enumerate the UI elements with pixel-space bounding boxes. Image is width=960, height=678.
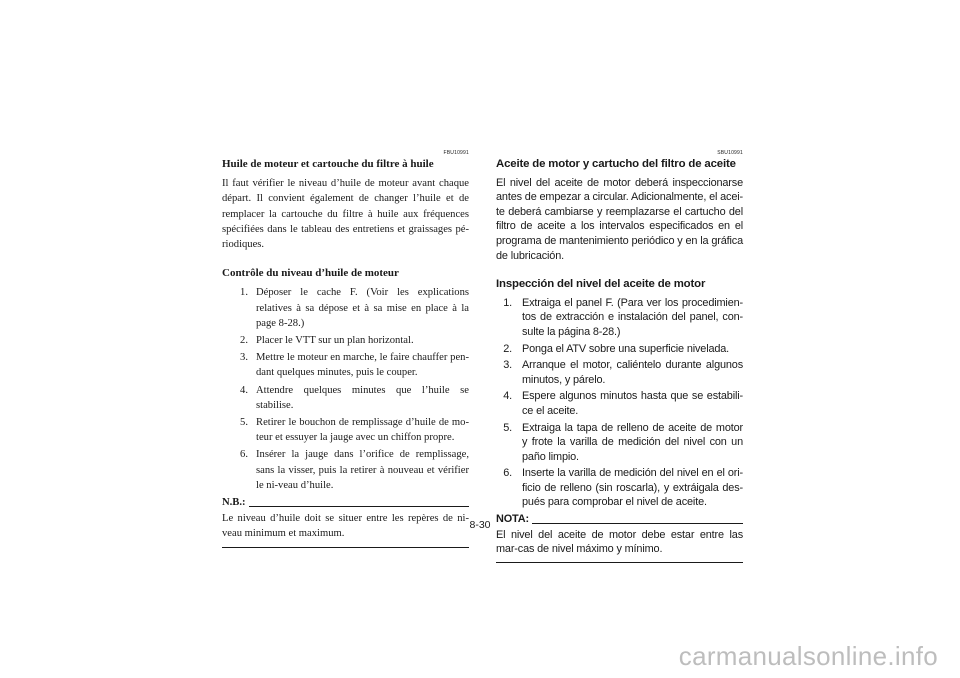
note-end-rule: [222, 547, 469, 548]
note-text: El nivel del aceite de motor debe estar entre las mar-cas de nivel máximo y mínimo.: [496, 528, 743, 556]
note-end-rule: [496, 562, 743, 563]
note-label: N.B.:: [222, 497, 246, 509]
list-item: 5. Retirer le bouchon de remplissage d’huile de mo-teur et essuyer la jauge avec un chiffon propre.: [240, 417, 469, 444]
steps-list: [222, 285, 469, 493]
note-label: NOTA:: [496, 513, 529, 526]
list-item: 3. Arranque el motor, caliéntelo durante algunos minutos, y párelo.: [503, 359, 743, 386]
intro-paragraph: Il faut vérifier le niveau d’huile de moteur avant chaque départ. Il convient également de changer l’huile et de remplacer la cartouche du filtre à huile aux fréquences spécifiées dans le tableau des entretiens et graissages pé-riodiques.: [222, 178, 469, 251]
list-item: 2. Placer le VTT sur un plan horizontal.: [240, 335, 414, 347]
section-code: FBU10991: [443, 150, 469, 156]
list-item: 6. Insérer la jauge dans l’orifice de remplissage, sans la visser, puis la retirer à nouveau et vérifier le ni-veau d’huile.: [240, 449, 469, 491]
french-column: [222, 150, 469, 548]
list-item: 3. Mettre le moteur en marche, le faire chauffer pen-dant quelques minutes, puis le couper.: [240, 352, 469, 379]
list-item: 4. Attendre quelques minutes que l’huile se stabilise.: [240, 384, 469, 411]
page-number: 8-30: [469, 519, 491, 531]
section-code: SBU10991: [717, 150, 743, 156]
intro-paragraph: El nivel del aceite de motor deberá inspeccionarse antes de empezar a circular. Adicionalmente, el acei-te deberá cambiarse y reemplazarse el cartucho del filtro de aceite a los intervalos especificados en el programa de mantenimiento periódico y en la gráfica de lubricación.: [496, 176, 743, 262]
list-item: 6. Inserte la varilla de medición del nivel en el ori-ficio de relleno (sin roscarla), y extráigala des-pués para comprobar el nivel de aceite.: [503, 467, 743, 509]
subheading: Inspección del nivel del aceite de motor: [496, 278, 706, 291]
subheading: Contrôle du niveau d’huile de moteur: [222, 267, 399, 280]
list-item: 1. Extraiga el panel F. (Para ver los procedimien-tos de extracción e instalación del panel, con-sulte la página 8-28.): [503, 296, 743, 338]
list-item: 4. Espere algunos minutos hasta que se estabili-ce el aceite.: [503, 390, 743, 417]
note-rule: [249, 506, 469, 507]
note-text: Le niveau d’huile doit se situer entre les repères de ni-veau minimum et maximum.: [222, 513, 469, 540]
watermark: carmanualsonline.info: [678, 641, 938, 671]
list-item: 2. Ponga el ATV sobre una superficie nivelada.: [503, 342, 730, 355]
list-item: 1. Déposer le cache F. (Voir les explications relatives à sa dépose et à sa mise en place à la page 8-28.): [240, 287, 469, 329]
list-item: 5. Extraiga la tapa de relleno de aceite de motor y frote la varilla de medición del nivel con un paño limpio.: [503, 421, 743, 463]
section-title: Aceite de motor y cartucho del filtro de aceite: [496, 158, 736, 170]
section-title: Huile de moteur et cartouche du filtre à huile: [222, 158, 434, 170]
spanish-column: [496, 150, 743, 563]
note-header: [222, 495, 469, 510]
steps-list: [496, 296, 743, 510]
